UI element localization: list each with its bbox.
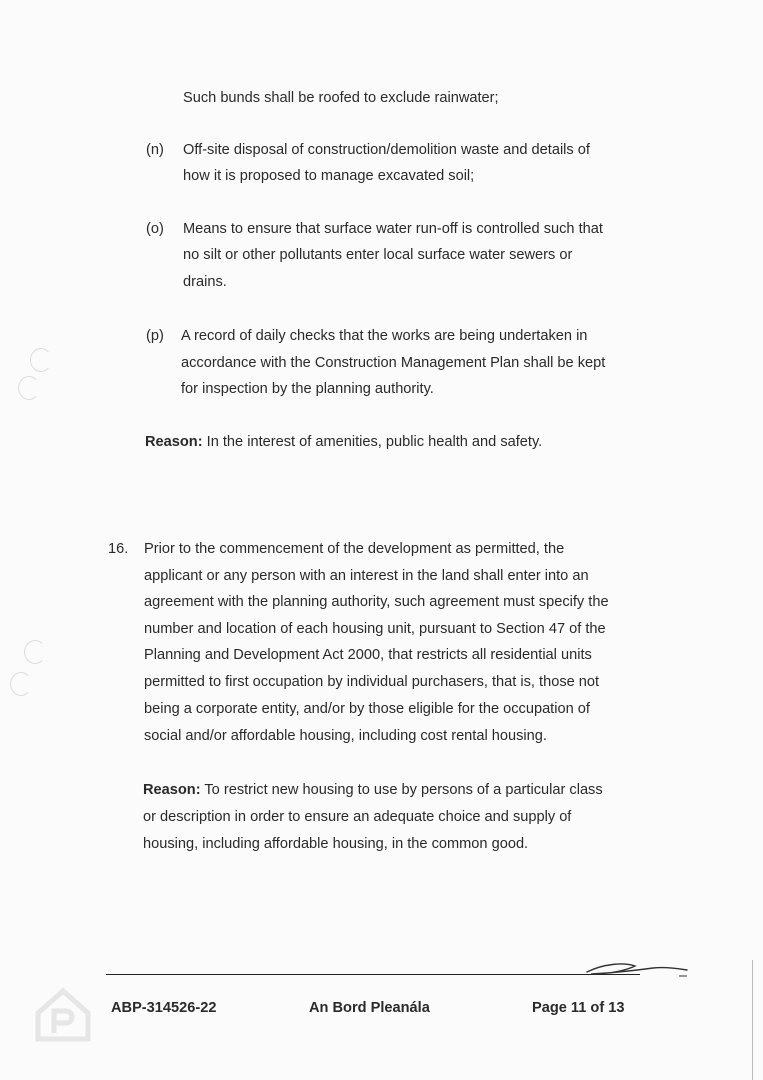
punch-hole-mark bbox=[24, 640, 46, 664]
item-m-continuation: Such bunds shall be roofed to exclude rainwater; bbox=[183, 90, 499, 106]
item-p-marker: (p) bbox=[146, 328, 164, 344]
item-p-line: accordance with the Construction Management Plan shall be kept bbox=[181, 355, 606, 371]
condition-number: 16. bbox=[108, 541, 129, 557]
item-p-line: A record of daily checks that the works are being undertaken in bbox=[181, 328, 588, 344]
punch-hole-mark bbox=[18, 376, 40, 400]
reason-label: Reason: bbox=[143, 782, 201, 798]
condition-line: number and location of each housing unit, pursuant to Section 47 of the bbox=[144, 621, 606, 637]
footer-page-number: Page 11 of 13 bbox=[532, 1000, 625, 1016]
condition-line: applicant or any person with an interest in the land shall enter into an bbox=[144, 568, 589, 584]
reason-label: Reason: bbox=[145, 434, 203, 450]
condition-line: Planning and Development Act 2000, that restricts all residential units bbox=[144, 647, 592, 663]
condition-line: agreement with the planning authority, such agreement must specify the bbox=[144, 594, 609, 610]
reason-paragraph bbox=[145, 433, 542, 451]
condition-line: social and/or affordable housing, including cost rental housing. bbox=[144, 728, 547, 744]
item-p-line: for inspection by the planning authority. bbox=[181, 381, 434, 397]
item-o-line: no silt or other pollutants enter local surface water sewers or bbox=[183, 247, 573, 263]
item-o-marker: (o) bbox=[146, 221, 164, 237]
punch-hole-mark bbox=[10, 672, 32, 696]
watermark-logo bbox=[34, 985, 92, 1043]
item-o-line: Means to ensure that surface water run-off is controlled such that bbox=[183, 221, 603, 237]
initials-signature bbox=[583, 958, 693, 988]
page-edge-line bbox=[752, 960, 753, 1080]
item-o-line: drains. bbox=[183, 274, 227, 290]
footer-rule bbox=[106, 974, 640, 975]
item-n-marker: (n) bbox=[146, 142, 164, 158]
reason-text: To restrict new housing to use by persons of a particular class bbox=[204, 782, 603, 798]
reason-line: housing, including affordable housing, in the common good. bbox=[143, 836, 529, 852]
footer-reference: ABP-314526-22 bbox=[111, 1000, 217, 1016]
reason-line: or description in order to ensure an adequate choice and supply of bbox=[143, 809, 572, 825]
item-n-line: Off-site disposal of construction/demolition waste and details of bbox=[183, 142, 590, 158]
condition-line: permitted to first occupation by individual purchasers, that is, those not bbox=[144, 674, 600, 690]
condition-line: Prior to the commencement of the development as permitted, the bbox=[144, 541, 565, 557]
reason-paragraph bbox=[143, 781, 603, 799]
punch-hole-mark bbox=[30, 348, 52, 372]
condition-line: being a corporate entity, and/or by those eligible for the occupation of bbox=[144, 701, 590, 717]
item-n-line: how it is proposed to manage excavated soil; bbox=[183, 168, 475, 184]
footer-organisation: An Bord Pleanála bbox=[309, 1000, 430, 1016]
reason-text: In the interest of amenities, public health and safety. bbox=[206, 434, 543, 450]
